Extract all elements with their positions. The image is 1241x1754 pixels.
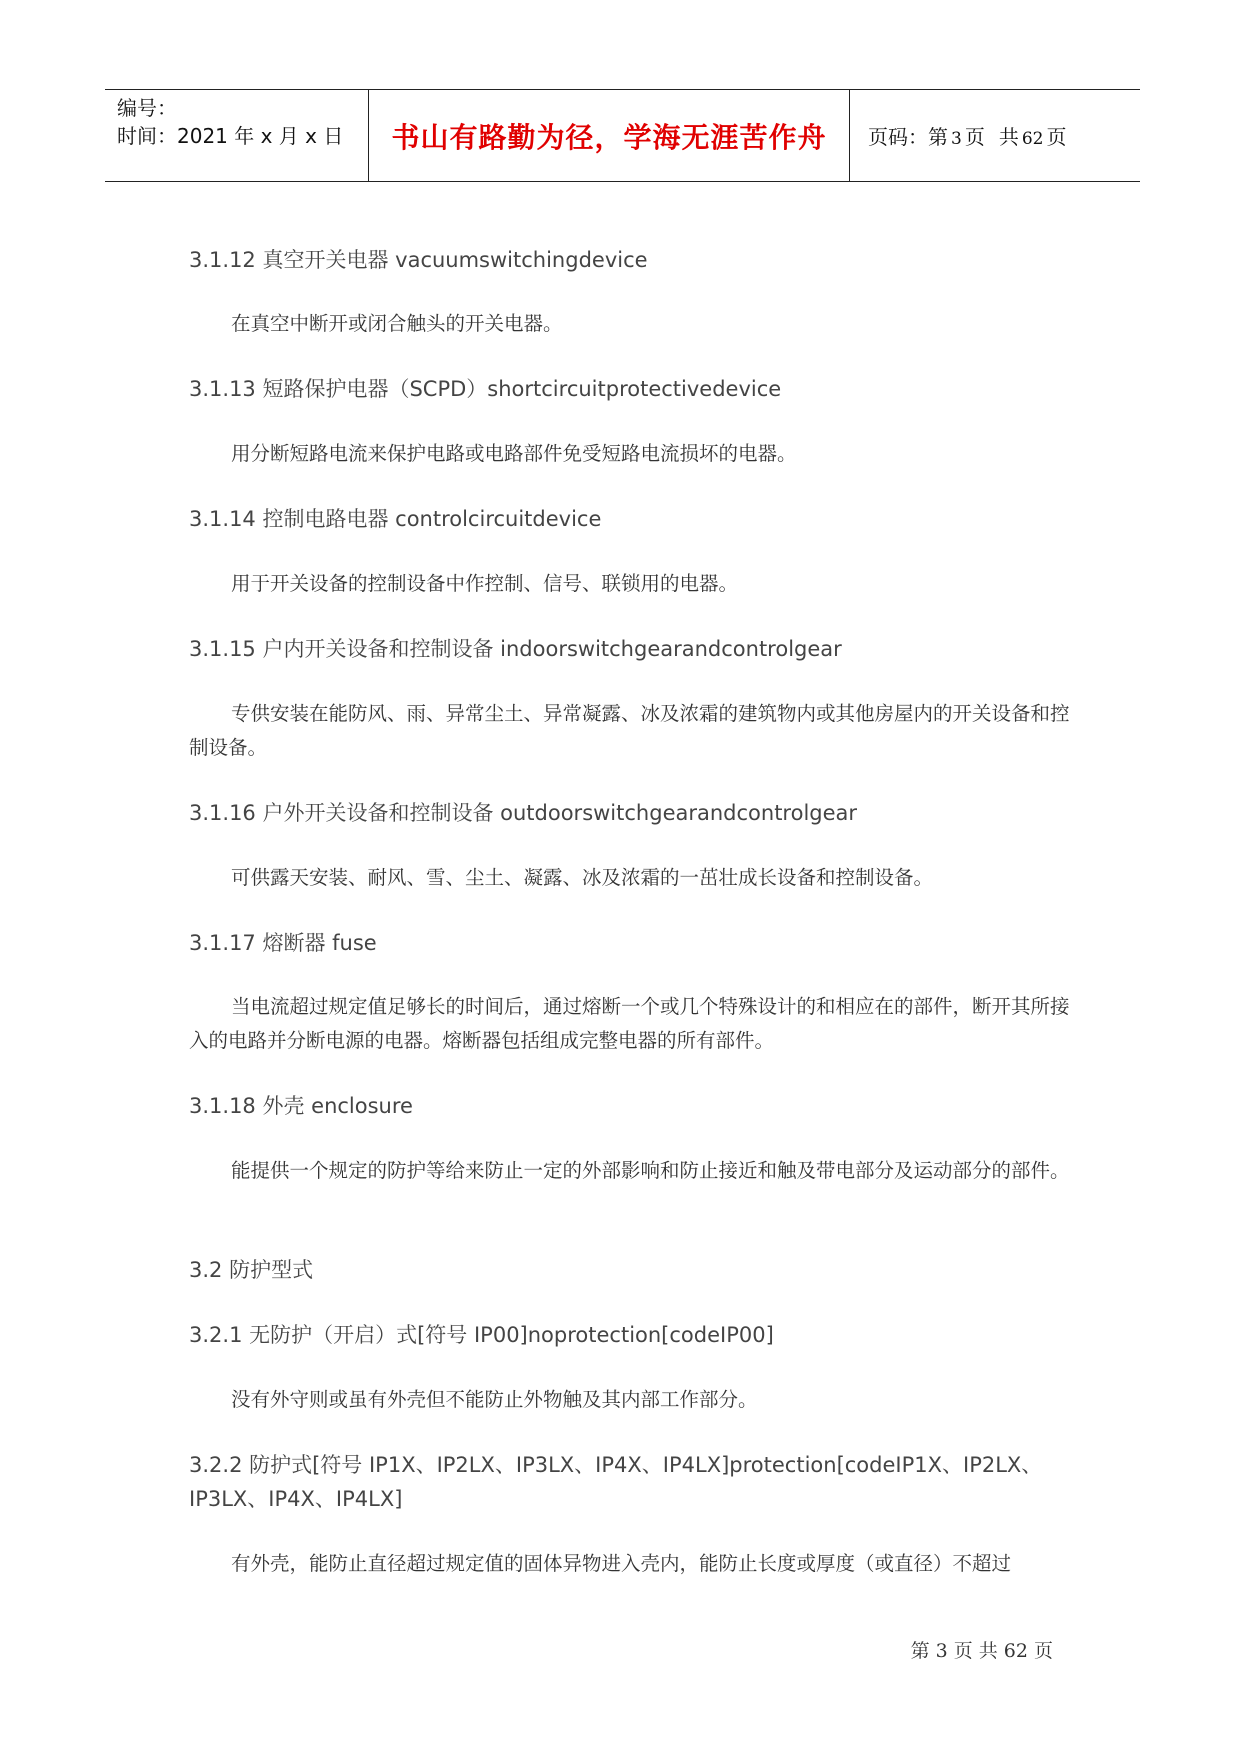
section-paragraph: 用于开关设备的控制设备中作控制、信号、联锁用的电器。 (231, 572, 739, 595)
page-suffix: 页 (1046, 125, 1067, 149)
page-footer (908, 1636, 1056, 1663)
section-heading: 3.1.13 短路保护电器（SCPD）shortcircuitprotectivedevice (189, 377, 782, 401)
footer-suffix: 页 (1033, 1640, 1053, 1662)
section-heading: 3.1.16 户外开关设备和控制设备 outdoorswitchgearandcontrolgear (189, 801, 858, 825)
footer-mid: 页 (953, 1640, 973, 1662)
footer-current-page: 3 (935, 1640, 948, 1662)
footer-total-prefix: 共 (978, 1640, 998, 1662)
section-paragraph: 可供露天安装、耐风、雪、尘土、凝露、冰及浓霜的一茁壮成长设备和控制设备。 (231, 866, 934, 889)
page-current: 3 (951, 129, 962, 149)
page-header (105, 89, 1140, 182)
page-total-prefix: 共 (998, 125, 1019, 149)
document-time-label: 时间：2021 年 x 月 x 日 (117, 124, 344, 148)
page-mid: 页 (964, 125, 985, 149)
header-motto-cell (369, 90, 850, 181)
section-heading: 3.2 防护型式 (189, 1258, 314, 1282)
section-paragraph: 用分断短路电流来保护电路或电路部件免受短路电流损坏的电器。 (231, 442, 797, 465)
document-number-label: 编号： (117, 96, 177, 120)
header-meta (105, 90, 369, 181)
section-paragraph: 在真空中断开或闭合触头的开关电器。 (231, 312, 563, 335)
page-counter (868, 121, 1066, 150)
header-page-info (850, 90, 1140, 181)
section-paragraph: 专供安装在能防风、雨、异常尘土、异常凝露、冰及浓霜的建筑物内或其他房屋内的开关设备和控制设备。 (189, 702, 1070, 759)
page-total: 62 (1021, 129, 1044, 149)
page-prefix: 页码：第 (868, 125, 948, 149)
section-heading: 3.2.1 无防护（开启）式[符号 IP00]noprotection[codeIP00] (189, 1323, 774, 1347)
header-motto: 书山有路勤为径，学海无涯苦作舟 (391, 120, 827, 154)
section-heading: 3.1.15 户内开关设备和控制设备 indoorswitchgearandcontrolgear (189, 637, 842, 661)
section-heading: 3.1.17 熔断器 fuse (189, 931, 377, 955)
section-heading: 3.1.18 外壳 enclosure (189, 1094, 413, 1118)
footer-total-pages: 62 (1003, 1640, 1028, 1662)
section-paragraph: 没有外守则或虽有外壳但不能防止外物触及其内部工作部分。 (231, 1388, 758, 1411)
footer-prefix: 第 (910, 1640, 930, 1662)
section-paragraph: 能提供一个规定的防护等给来防止一定的外部影响和防止接近和触及带电部分及运动部分的部件。 (231, 1159, 1070, 1182)
section-paragraph: 当电流超过规定值足够长的时间后，通过熔断一个或几个特殊设计的和相应在的部件，断开其所接入的电路并分断电源的电器。熔断器包括组成完整电器的所有部件。 (189, 995, 1070, 1052)
section-paragraph: 有外壳，能防止直径超过规定值的固体异物进入壳内，能防止长度或厚度（或直径）不超过 (231, 1552, 1012, 1575)
section-heading: 3.1.12 真空开关电器 vacuumswitchingdevice (189, 248, 648, 272)
section-heading: 3.1.14 控制电路电器 controlcircuitdevice (189, 507, 602, 531)
section-heading: 3.2.2 防护式[符号 IP1X、IP2LX、IP3LX、IP4X、IP4LX]protection[codeIP1X、IP2LX、IP3LX、IP4X、IP4LX] (189, 1453, 1043, 1511)
